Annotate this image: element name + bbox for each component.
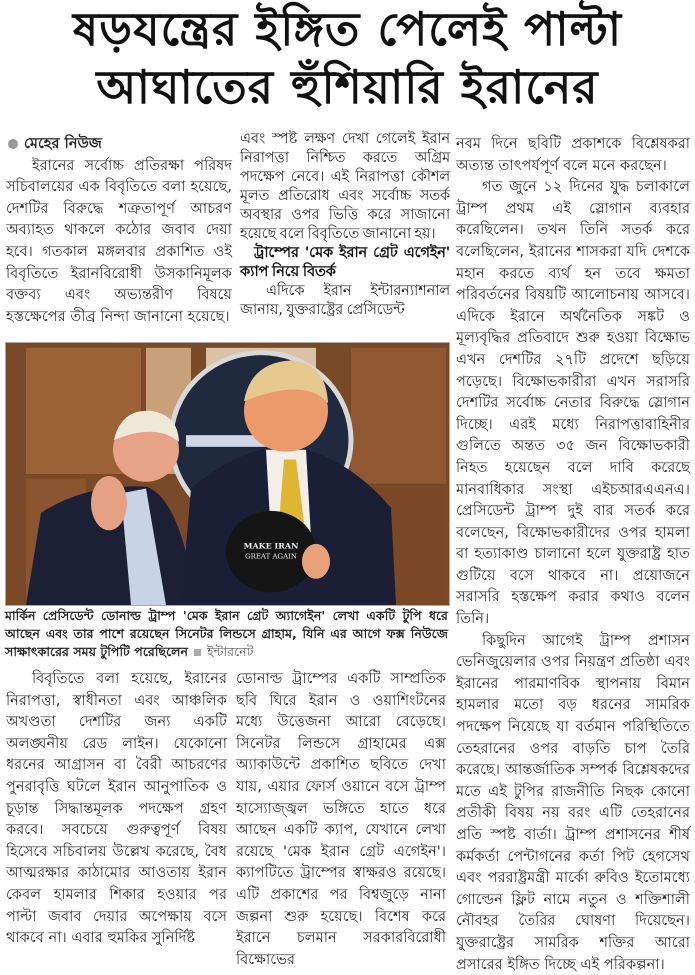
- article-column-2-top: [240, 129, 450, 319]
- article-column-1-bottom: [6, 668, 227, 949]
- headline-line-1: ষড়যন্ত্রের ইঙ্গিত পেলেই পাল্টা: [72, 2, 623, 56]
- article-column-2-bottom: [236, 668, 446, 970]
- cap-text-line-2: GREAT AGAIN: [245, 552, 297, 561]
- paragraph: গত জুনে ১২ দিনের যুদ্ধ চলাকালে ট্রাম্প প্রথম এই স্লোগান ব্যবহার করেছিলেন। তখন তিনি সতর্ক করে বলেছিলেন, ইরানের শাসকরা যদি দেশকে মহান করতে ব্যর্থ হন তবে ক্ষমতা পরিবর্তনের বিষয়টি আলোচনায় আসবে। এদিকে ইরানে অর্থনৈতিক সঙ্কট ও মূল্যবৃদ্ধির প্রতিবাদে শুরু হওয়া বিক্ষোভ এখন দেশটির ২৭টি প্রদেশে ছড়িয়ে পড়েছে। বিক্ষোভকারীরা এখন সরাসরি দেশটির সর্বোচ্চ নেতার বিরুদ্ধে স্লোগান দিচ্ছে। এরই মধ্যে নিরাপত্তাবাহিনীর গুলিতে অন্তত ৩৫ জন বিক্ষোভকারী নিহত হয়েছেন বলে দাবি করেছে মানবাধিকার সংস্থা এইচআরএএনএ। প্রেসিডেন্ট ট্রাম্প দুই বার সতর্ক করে বলেছেন, বিক্ষোভকারীদের ওপর হামলা বা হত্যাকাণ্ড চালানো হলে যুক্তরাষ্ট্র হাত গুটিয়ে বসে থাকবে না। প্রয়োজনে সরাসরি হস্তক্ষেপ করার কথাও বলেন তিনি।: [456, 178, 690, 628]
- paragraph: বিবৃতিতে বলা হয়েছে, ইরানের নিরাপত্তা, স্বাধীনতা এবং আঞ্চলিক অখণ্ডতা দেশটির জন্য একটি অলঙ্ঘনীয় রেড লাইন। যেকোনো ধরনের আগ্রাসন বা বৈরী আচরণের পুনরাবৃত্তি ঘটলে ইরান আনুপাতিক ও চূড়ান্ত সিদ্ধান্তমূলক পদক্ষেপ গ্রহণ করবে। সবচেয়ে গুরুত্বপূর্ণ বিষয় হিসেবে সচিবালয় উল্লেখ করেছে, বৈধ আত্মরক্ষার কাঠামোর আওতায় ইরান কেবল হামলার শিকার হওয়ার পর পাল্টা জবাব দেয়ার অপেক্ষায় বসে থাকবে না। এবার হুমকির সুনির্দিষ্ট: [6, 670, 227, 947]
- headline-line-2: আঘাতের হুঁশিয়ারি ইরানের: [96, 60, 599, 114]
- caption-text: মার্কিন প্রেসিডেন্ট ডোনাল্ড ট্রাম্প 'মেক ইরান গ্রেট অ্যাগেইন' লেখা একটি টুপি ধরে আছেন এবং তার পাশে রয়েছেন সিনেটর লিন্ডসে গ্রাহাম, যিনি এর আগে ফক্স নিউজে সাক্ষাৎকারের সময় টুপিটি পরেছিলেন: [5, 608, 448, 659]
- paragraph: ইরানের সর্বোচ্চ প্রতিরক্ষা পরিষদ সচিবালয়ের এক বিবৃতিতে বলা হয়েছে, দেশটির বিরুদ্ধে শত্রুতাপূর্ণ আচরণ অব্যাহত থাকলে কঠোর জবাব দেয়া হবে। গতকাল মঙ্গলবার প্রকাশিত ওই বিবৃতিতে ইরানবিরোধী উসকানিমূলক বক্তব্য এবং অভ্যন্তরীণ বিষয়ে হস্তক্ষেপের তীব্র নিন্দা জানানো হয়েছে।: [6, 156, 232, 325]
- paragraph: ডোনাল্ড ট্রাম্পের একটি সাম্প্রতিক ছবি ঘিরে ইরান ও ওয়াশিংটনের মধ্যে উত্তেজনা আরো বেড়েছে। সিনেটর লিন্ডসে গ্রাহামের এক্স অ্যাকাউন্টে প্রকাশিত ছবিতে দেখা যায়, এয়ার ফোর্স ওয়ানে বসে ট্রাম্প হাস্যোজ্জ্বল ভঙ্গিতে হাতে ধরে আছেন একটি ক্যাপ, যেখানে লেখা রয়েছে 'মেক ইরান গ্রেট এগেইন'। ক্যাপটিতে ট্রাম্পের স্বাক্ষরও রয়েছে। এটি প্রকাশের পর বিশ্বজুড়ে নানা জল্পনা শুরু হয়েছে। বিশেষ করে ইরানে চলমান সরকারবিরোধী বিক্ষোভের: [236, 670, 446, 968]
- paragraph: এবং স্পষ্ট লক্ষণ দেখা গেলেই ইরান নিরাপত্তা নিশ্চিত করতে অগ্রিম পদক্ষেপ নেবে। এই নিরাপত্তা কৌশল মূলত প্রতিরোধ এবং সর্বোচ্চ সতর্ক অবস্থার ওপর ভিত্তি করে সাজানো হয়েছে বলে বিবৃতিতে জানানো হয়।: [240, 130, 450, 242]
- bullet-icon: [8, 139, 18, 149]
- separator-square-icon: [194, 649, 201, 656]
- photo-caption: [5, 607, 448, 661]
- headline: [0, 0, 695, 116]
- byline-source: মেহের নিউজ: [24, 135, 102, 152]
- article-column-3: [456, 133, 690, 975]
- photo-illustration: [6, 343, 449, 605]
- paragraph: কিছুদিন আগেই ট্রাম্প প্রশাসন ভেনিজুয়েলার ওপর নিয়ন্ত্রণ প্রতিষ্ঠা এবং ইরানের পারমাণবিক স্থাপনায় বিমান হামলার মতো বড় ধরনের সামরিক পদক্ষেপ নিয়েছে যা বর্তমান পরিস্থিতিতে তেহরানের ওপর বাড়তি চাপ তৈরি করেছে। আন্তর্জাতিক সম্পর্ক বিশ্লেষকদের মতে এই টুপির রাজনীতি নিছক কোনো প্রতীকী বিষয় নয় বরং এটি তেহরানের প্রতি স্পষ্ট বার্তা। ট্রাম্প প্রশাসনের শীর্ষ কর্মকর্তা পেন্টাগনের কর্তা পিট হেগসেথ এবং পররাষ্ট্রমন্ত্রী মার্কো রুবিও ইতোমধ্যে গোল্ডেন ফ্লিট নামে নতুন ও শক্তিশালী নৌবহর তৈরির ঘোষণা দিয়েছেন। যুক্তরাষ্ট্রের সামরিক শক্তির আরো প্রসারের ইঙ্গিত দিচ্ছে এই পরিকল্পনা।: [456, 631, 690, 973]
- paragraph: নবম দিনে ছবিটি প্রকাশকে বিশ্লেষকরা অত্যন্ত তাৎপর্যপূর্ণ বলে মনে করছেন।: [456, 135, 690, 174]
- subheading: ট্রাম্পের 'মেক ইরান গ্রেট এগেইন' ক্যাপ নিয়ে বিতর্ক: [240, 244, 450, 280]
- cap-text-line-1: MAKE IRAN: [243, 541, 299, 551]
- byline: [6, 133, 232, 155]
- article-column-1-top: [6, 133, 232, 327]
- photo-credit: ইন্টারনেট: [207, 644, 254, 659]
- paragraph: এদিকে ইরান ইন্টারন্যাশনাল জানায়, যুক্তরাষ্ট্রের প্রেসিডেন্ট: [240, 282, 450, 318]
- news-photo: [5, 342, 450, 606]
